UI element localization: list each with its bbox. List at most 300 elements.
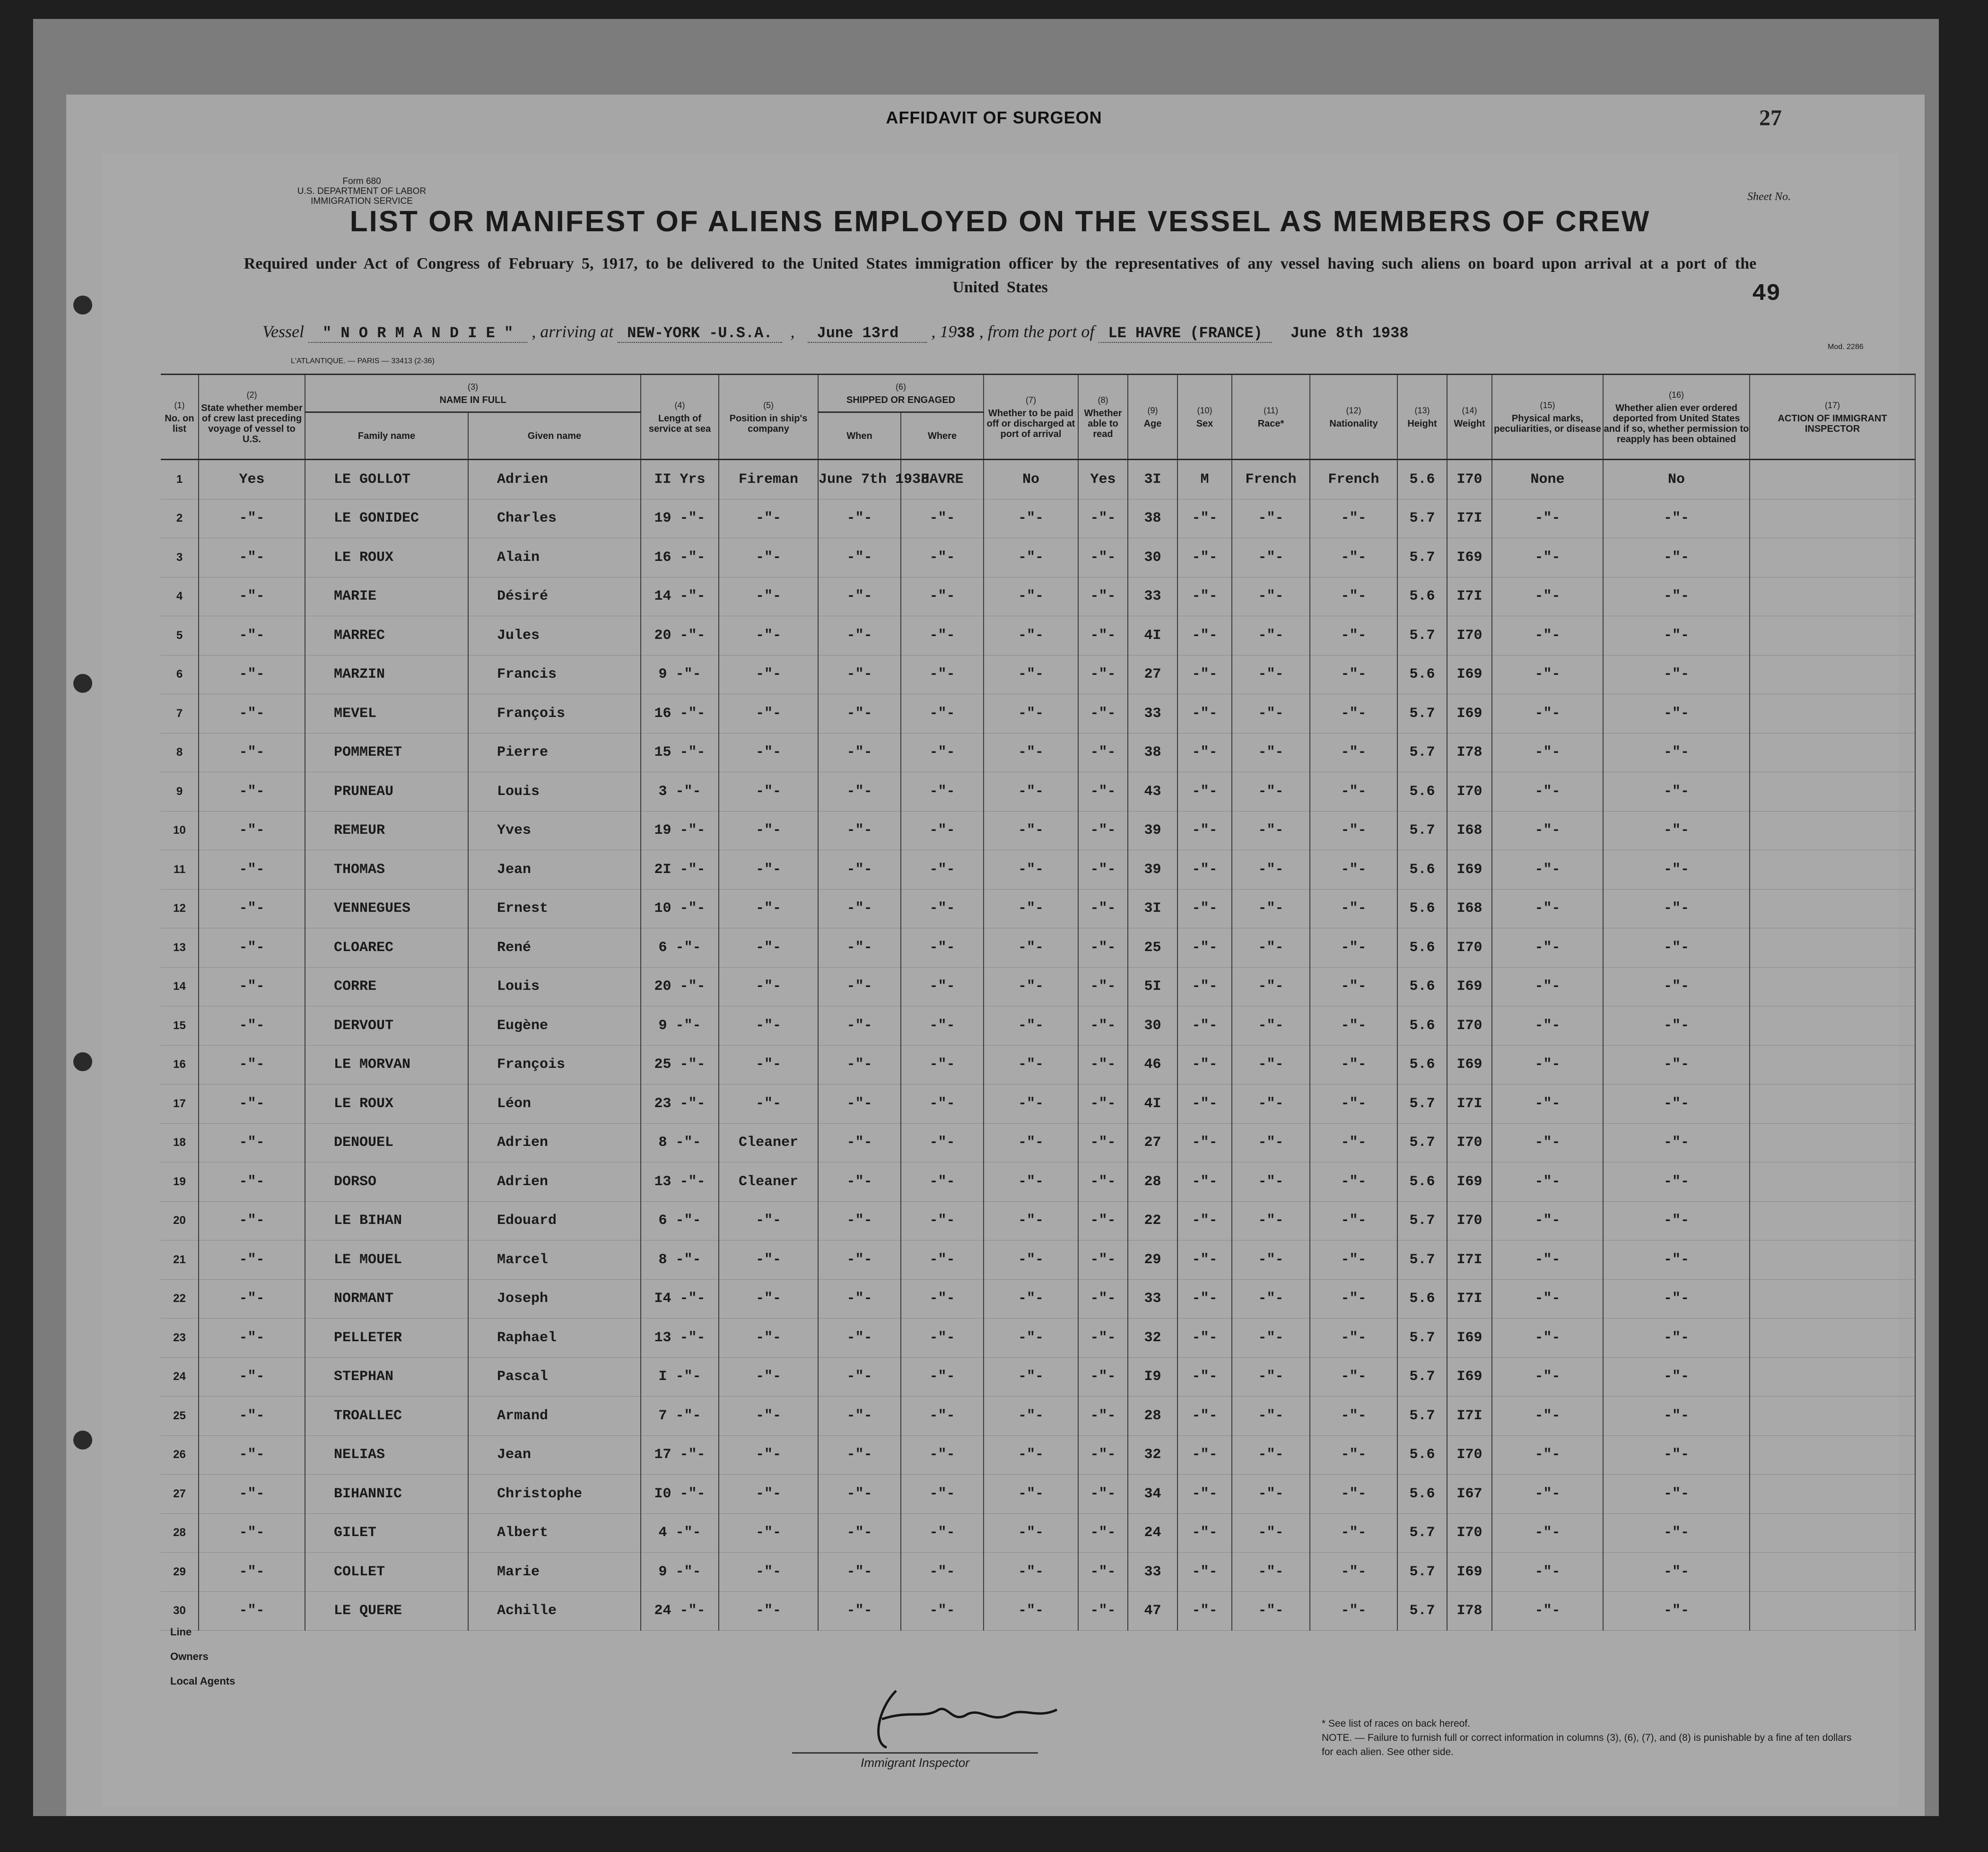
family-name: BIHANNIC	[305, 1475, 468, 1514]
sex: -"-	[1177, 772, 1232, 812]
inspector-action	[1750, 928, 1915, 968]
table-row	[161, 1240, 1915, 1280]
position: -"-	[719, 967, 818, 1006]
given-name: Louis	[468, 772, 641, 812]
col-service-length: (4) Length of service at sea	[641, 375, 719, 460]
sex: -"-	[1177, 1006, 1232, 1046]
position: -"-	[719, 577, 818, 616]
inspector-action	[1750, 811, 1915, 850]
last-voyage: -"-	[199, 1475, 305, 1514]
service-length: 9 -"-	[641, 655, 719, 694]
service-length: 6 -"-	[641, 928, 719, 968]
family-name: NORMANT	[305, 1279, 468, 1319]
inspector-action	[1750, 850, 1915, 890]
able-to-read: -"-	[1078, 733, 1128, 772]
height: 5.7	[1397, 1513, 1447, 1553]
inspector-action	[1750, 460, 1915, 499]
last-voyage: -"-	[199, 694, 305, 734]
able-to-read: -"-	[1078, 694, 1128, 734]
family-name: MARIE	[305, 577, 468, 616]
shipped-when: -"-	[818, 694, 901, 734]
departure-date: June 8th 1938	[1290, 324, 1409, 342]
deported: No	[1603, 460, 1750, 499]
given-name: René	[468, 928, 641, 968]
table-row	[161, 1591, 1915, 1631]
sex: -"-	[1177, 1201, 1232, 1240]
physical-marks: -"-	[1492, 1397, 1603, 1436]
service-length: 9 -"-	[641, 1553, 719, 1592]
able-to-read: -"-	[1078, 1201, 1128, 1240]
from-label: , from the port of	[979, 322, 1095, 341]
given-name: Eugène	[468, 1006, 641, 1046]
shipped-where: -"-	[901, 1553, 984, 1592]
last-voyage: -"-	[199, 733, 305, 772]
weight: I69	[1447, 1162, 1492, 1202]
deported: -"-	[1603, 772, 1750, 812]
race: -"-	[1232, 850, 1310, 890]
able-to-read: -"-	[1078, 772, 1128, 812]
inspector-action	[1750, 1553, 1915, 1592]
inspector-action	[1750, 772, 1915, 812]
paid-off: -"-	[984, 1553, 1078, 1592]
physical-marks: -"-	[1492, 1006, 1603, 1046]
height: 5.6	[1397, 1006, 1447, 1046]
service-length: 4 -"-	[641, 1513, 719, 1553]
able-to-read: -"-	[1078, 928, 1128, 968]
service-length: 19 -"-	[641, 499, 719, 538]
shipped-when: -"-	[818, 1045, 901, 1084]
shipped-where: -"-	[901, 889, 984, 928]
height: 5.6	[1397, 889, 1447, 928]
table-row	[161, 655, 1915, 694]
position: -"-	[719, 928, 818, 968]
given-name: Ernest	[468, 889, 641, 928]
physical-marks: -"-	[1492, 1123, 1603, 1162]
age: 39	[1128, 811, 1177, 850]
deported: -"-	[1603, 1162, 1750, 1202]
physical-marks: -"-	[1492, 616, 1603, 655]
nationality: -"-	[1310, 1475, 1397, 1514]
age: 3I	[1128, 460, 1177, 499]
physical-marks: -"-	[1492, 967, 1603, 1006]
last-voyage: -"-	[199, 1279, 305, 1319]
shipped-where: -"-	[901, 577, 984, 616]
family-name: MARZIN	[305, 655, 468, 694]
race: -"-	[1232, 1357, 1310, 1397]
table-row	[161, 1045, 1915, 1084]
row-number: 17	[161, 1084, 199, 1124]
sex: -"-	[1177, 733, 1232, 772]
deported: -"-	[1603, 733, 1750, 772]
physical-marks: -"-	[1492, 1084, 1603, 1124]
family-name: DORSO	[305, 1162, 468, 1202]
paid-off: -"-	[984, 1240, 1078, 1280]
nationality: -"-	[1310, 1397, 1397, 1436]
race: -"-	[1232, 577, 1310, 616]
sex: -"-	[1177, 1240, 1232, 1280]
position: -"-	[719, 1475, 818, 1514]
given-name: Désiré	[468, 577, 641, 616]
shipped-when: -"-	[818, 1513, 901, 1553]
sex: -"-	[1177, 850, 1232, 890]
given-name: Joseph	[468, 1279, 641, 1319]
col-position: (5) Position in ship's company	[719, 375, 818, 460]
family-name: STEPHAN	[305, 1357, 468, 1397]
sex: -"-	[1177, 1279, 1232, 1319]
table-row	[161, 616, 1915, 655]
col-shipped: (6) SHIPPED OR ENGAGED	[818, 375, 984, 412]
row-number: 13	[161, 928, 199, 968]
shipped-when: -"-	[818, 967, 901, 1006]
last-voyage: -"-	[199, 1357, 305, 1397]
row-number: 10	[161, 811, 199, 850]
able-to-read: -"-	[1078, 1240, 1128, 1280]
last-voyage: -"-	[199, 1084, 305, 1124]
sex: -"-	[1177, 811, 1232, 850]
page-number: 27	[1759, 105, 1782, 131]
weight: I69	[1447, 1553, 1492, 1592]
race: French	[1232, 460, 1310, 499]
family-name: DENOUEL	[305, 1123, 468, 1162]
sex: -"-	[1177, 1123, 1232, 1162]
paid-off: -"-	[984, 850, 1078, 890]
given-name: Raphael	[468, 1319, 641, 1358]
shipped-where: -"-	[901, 1397, 984, 1436]
age: 28	[1128, 1162, 1177, 1202]
row-number: 7	[161, 694, 199, 734]
row-number: 25	[161, 1397, 199, 1436]
physical-marks: -"-	[1492, 889, 1603, 928]
physical-marks: -"-	[1492, 1475, 1603, 1514]
table-row	[161, 772, 1915, 812]
position: -"-	[719, 1435, 818, 1475]
weight: I7I	[1447, 1084, 1492, 1124]
race: -"-	[1232, 1279, 1310, 1319]
sex: -"-	[1177, 499, 1232, 538]
height: 5.7	[1397, 616, 1447, 655]
table-row	[161, 1553, 1915, 1592]
col-name: (3) NAME IN FULL	[305, 375, 641, 412]
table-row	[161, 538, 1915, 577]
age: 46	[1128, 1045, 1177, 1084]
physical-marks: -"-	[1492, 1513, 1603, 1553]
row-number: 2	[161, 499, 199, 538]
shipped-when: -"-	[818, 1475, 901, 1514]
shipped-when: -"-	[818, 1240, 901, 1280]
able-to-read: -"-	[1078, 1591, 1128, 1631]
col-deported: (16) Whether alien ever ordered deported from United States and if so, whether permission to reapply has been obtained	[1603, 375, 1750, 460]
family-name: LE GOLLOT	[305, 460, 468, 499]
deported: -"-	[1603, 616, 1750, 655]
position: -"-	[719, 1591, 818, 1631]
family-name: LE ROUX	[305, 538, 468, 577]
inspector-action	[1750, 694, 1915, 734]
age: 38	[1128, 733, 1177, 772]
deported: -"-	[1603, 1435, 1750, 1475]
affidavit-heading: AFFIDAVIT OF SURGEON	[886, 108, 1102, 127]
row-number: 18	[161, 1123, 199, 1162]
last-voyage: -"-	[199, 655, 305, 694]
family-name: PRUNEAU	[305, 772, 468, 812]
last-voyage: -"-	[199, 928, 305, 968]
weight: I69	[1447, 655, 1492, 694]
race: -"-	[1232, 1045, 1310, 1084]
service-length: II Yrs	[641, 460, 719, 499]
service: IMMIGRATION SERVICE	[311, 196, 413, 206]
shipped-where: -"-	[901, 1591, 984, 1631]
shipped-where: -"-	[901, 694, 984, 734]
family-name: COLLET	[305, 1553, 468, 1592]
shipped-when: -"-	[818, 889, 901, 928]
col-last-voyage: (2) State whether member of crew last preceding voyage of vessel to U.S.	[199, 375, 305, 460]
age: 27	[1128, 1123, 1177, 1162]
sex: -"-	[1177, 1435, 1232, 1475]
nationality: -"-	[1310, 811, 1397, 850]
able-to-read: -"-	[1078, 889, 1128, 928]
position: -"-	[719, 1084, 818, 1124]
physical-marks: -"-	[1492, 1240, 1603, 1280]
arrival-date: June 13rd	[808, 324, 927, 343]
shipped-where: -"-	[901, 499, 984, 538]
family-name: PELLETER	[305, 1319, 468, 1358]
nationality: -"-	[1310, 1084, 1397, 1124]
physical-marks: -"-	[1492, 1435, 1603, 1475]
table-row	[161, 928, 1915, 968]
age: 47	[1128, 1591, 1177, 1631]
inspector-action	[1750, 1006, 1915, 1046]
table-row	[161, 889, 1915, 928]
table-row	[161, 1279, 1915, 1319]
row-number: 26	[161, 1435, 199, 1475]
position: -"-	[719, 1553, 818, 1592]
service-length: 2I -"-	[641, 850, 719, 890]
paid-off: -"-	[984, 889, 1078, 928]
race: -"-	[1232, 889, 1310, 928]
inspector-action	[1750, 577, 1915, 616]
last-voyage: -"-	[199, 1123, 305, 1162]
table-row	[161, 850, 1915, 890]
paid-off: -"-	[984, 655, 1078, 694]
shipped-when: -"-	[818, 1357, 901, 1397]
age: 28	[1128, 1397, 1177, 1436]
physical-marks: -"-	[1492, 772, 1603, 812]
height: 5.6	[1397, 967, 1447, 1006]
row-number: 1	[161, 460, 199, 499]
crew-table-wrap	[161, 374, 1887, 1619]
given-name: Pierre	[468, 733, 641, 772]
height: 5.6	[1397, 1435, 1447, 1475]
physical-marks: -"-	[1492, 1201, 1603, 1240]
deported: -"-	[1603, 499, 1750, 538]
weight: I78	[1447, 733, 1492, 772]
table-row	[161, 967, 1915, 1006]
paid-off: -"-	[984, 694, 1078, 734]
paid-off: -"-	[984, 772, 1078, 812]
form-identifier	[286, 176, 437, 206]
table-row	[161, 1513, 1915, 1553]
arriving-label: , arriving at	[532, 322, 614, 341]
fine-note: NOTE. — Failure to furnish full or correct information in columns (3), (6), (7), and (8) is punishable by a fine af ten dollars for each alien. See other side.	[1322, 1732, 1852, 1757]
nationality: -"-	[1310, 772, 1397, 812]
race: -"-	[1232, 1123, 1310, 1162]
given-name: Marie	[468, 1553, 641, 1592]
inspector-signature	[868, 1681, 1066, 1752]
age: 33	[1128, 694, 1177, 734]
table-row	[161, 1397, 1915, 1436]
shipped-where: -"-	[901, 772, 984, 812]
able-to-read: -"-	[1078, 850, 1128, 890]
height: 5.6	[1397, 928, 1447, 968]
row-number: 29	[161, 1553, 199, 1592]
table-row	[161, 460, 1915, 499]
list-mark: 49	[1752, 280, 1781, 307]
position: -"-	[719, 694, 818, 734]
printer-mark: L'ATLANTIQUE. — PARIS — 33413 (2-36)	[291, 357, 435, 365]
deported: -"-	[1603, 928, 1750, 968]
family-name: VENNEGUES	[305, 889, 468, 928]
table-row	[161, 1475, 1915, 1514]
nationality: French	[1310, 460, 1397, 499]
height: 5.6	[1397, 1279, 1447, 1319]
position: -"-	[719, 811, 818, 850]
position: -"-	[719, 850, 818, 890]
weight: I70	[1447, 1123, 1492, 1162]
nationality: -"-	[1310, 655, 1397, 694]
nationality: -"-	[1310, 850, 1397, 890]
shipped-where: -"-	[901, 1319, 984, 1358]
shipped-where: -"-	[901, 1006, 984, 1046]
physical-marks: -"-	[1492, 1591, 1603, 1631]
nationality: -"-	[1310, 538, 1397, 577]
sex: -"-	[1177, 1553, 1232, 1592]
shipped-where: -"-	[901, 616, 984, 655]
shipped-when: -"-	[818, 811, 901, 850]
inspector-action	[1750, 733, 1915, 772]
service-length: 13 -"-	[641, 1162, 719, 1202]
able-to-read: -"-	[1078, 1084, 1128, 1124]
vessel-label: Vessel	[262, 322, 304, 341]
shipped-where: -"-	[901, 967, 984, 1006]
row-number: 24	[161, 1357, 199, 1397]
owners-label: Owners	[170, 1651, 209, 1662]
family-name: MARREC	[305, 616, 468, 655]
table-row	[161, 1006, 1915, 1046]
table-row	[161, 577, 1915, 616]
race: -"-	[1232, 616, 1310, 655]
age: 4I	[1128, 1084, 1177, 1124]
sex: -"-	[1177, 538, 1232, 577]
family-name: DERVOUT	[305, 1006, 468, 1046]
height: 5.7	[1397, 1240, 1447, 1280]
given-name: Jules	[468, 616, 641, 655]
race: -"-	[1232, 811, 1310, 850]
races-note: * See list of races on back hereof.	[1322, 1718, 1471, 1729]
weight: I68	[1447, 811, 1492, 850]
table-row	[161, 811, 1915, 850]
family-name: CLOAREC	[305, 928, 468, 968]
inspector-action	[1750, 1084, 1915, 1124]
shipped-when: -"-	[818, 772, 901, 812]
row-number: 11	[161, 850, 199, 890]
col-weight: (14) Weight	[1447, 375, 1492, 460]
paid-off: -"-	[984, 1435, 1078, 1475]
row-number: 19	[161, 1162, 199, 1202]
nationality: -"-	[1310, 928, 1397, 968]
family-name: NELIAS	[305, 1435, 468, 1475]
sex: -"-	[1177, 694, 1232, 734]
able-to-read: -"-	[1078, 1006, 1128, 1046]
deported: -"-	[1603, 1475, 1750, 1514]
form-number: Form 680	[342, 176, 381, 186]
sex: -"-	[1177, 1357, 1232, 1397]
position: -"-	[719, 1045, 818, 1084]
given-name: Adrien	[468, 460, 641, 499]
race: -"-	[1232, 772, 1310, 812]
position: Fireman	[719, 460, 818, 499]
vessel-name: " N O R M A N D I E "	[308, 324, 527, 343]
sex: -"-	[1177, 1513, 1232, 1553]
physical-marks: -"-	[1492, 538, 1603, 577]
shipped-where: -"-	[901, 1123, 984, 1162]
deported: -"-	[1603, 967, 1750, 1006]
shipped-when: -"-	[818, 733, 901, 772]
able-to-read: -"-	[1078, 1435, 1128, 1475]
shipped-where: -"-	[901, 538, 984, 577]
departure-port: LE HAVRE (FRANCE)	[1099, 324, 1272, 343]
sex: -"-	[1177, 1319, 1232, 1358]
service-length: 20 -"-	[641, 967, 719, 1006]
deported: -"-	[1603, 1319, 1750, 1358]
service-length: 9 -"-	[641, 1006, 719, 1046]
able-to-read: -"-	[1078, 1475, 1128, 1514]
position: -"-	[719, 772, 818, 812]
deported: -"-	[1603, 811, 1750, 850]
paid-off: -"-	[984, 1319, 1078, 1358]
row-number: 3	[161, 538, 199, 577]
table-row	[161, 733, 1915, 772]
able-to-read: -"-	[1078, 1357, 1128, 1397]
row-number: 27	[161, 1475, 199, 1514]
position: -"-	[719, 1319, 818, 1358]
position: -"-	[719, 616, 818, 655]
given-name: Achille	[468, 1591, 641, 1631]
last-voyage: -"-	[199, 1435, 305, 1475]
last-voyage: -"-	[199, 1006, 305, 1046]
inspector-action	[1750, 1123, 1915, 1162]
paid-off: -"-	[984, 1006, 1078, 1046]
position: -"-	[719, 733, 818, 772]
nationality: -"-	[1310, 1045, 1397, 1084]
shipped-when: -"-	[818, 850, 901, 890]
sex: -"-	[1177, 967, 1232, 1006]
race: -"-	[1232, 1591, 1310, 1631]
deported: -"-	[1603, 1513, 1750, 1553]
position: -"-	[719, 889, 818, 928]
family-name: LE QUERE	[305, 1591, 468, 1631]
shipped-when: -"-	[818, 538, 901, 577]
inspector-action	[1750, 889, 1915, 928]
model-number: Mod. 2286	[1828, 343, 1864, 351]
paid-off: -"-	[984, 967, 1078, 1006]
inspector-action	[1750, 499, 1915, 538]
age: 27	[1128, 655, 1177, 694]
weight: I7I	[1447, 1240, 1492, 1280]
table-row	[161, 1123, 1915, 1162]
height: 5.7	[1397, 1123, 1447, 1162]
deported: -"-	[1603, 1357, 1750, 1397]
col-paid-off: (7) Whether to be paid off or discharged at port of arrival	[984, 375, 1078, 460]
line-label: Line	[170, 1626, 192, 1638]
